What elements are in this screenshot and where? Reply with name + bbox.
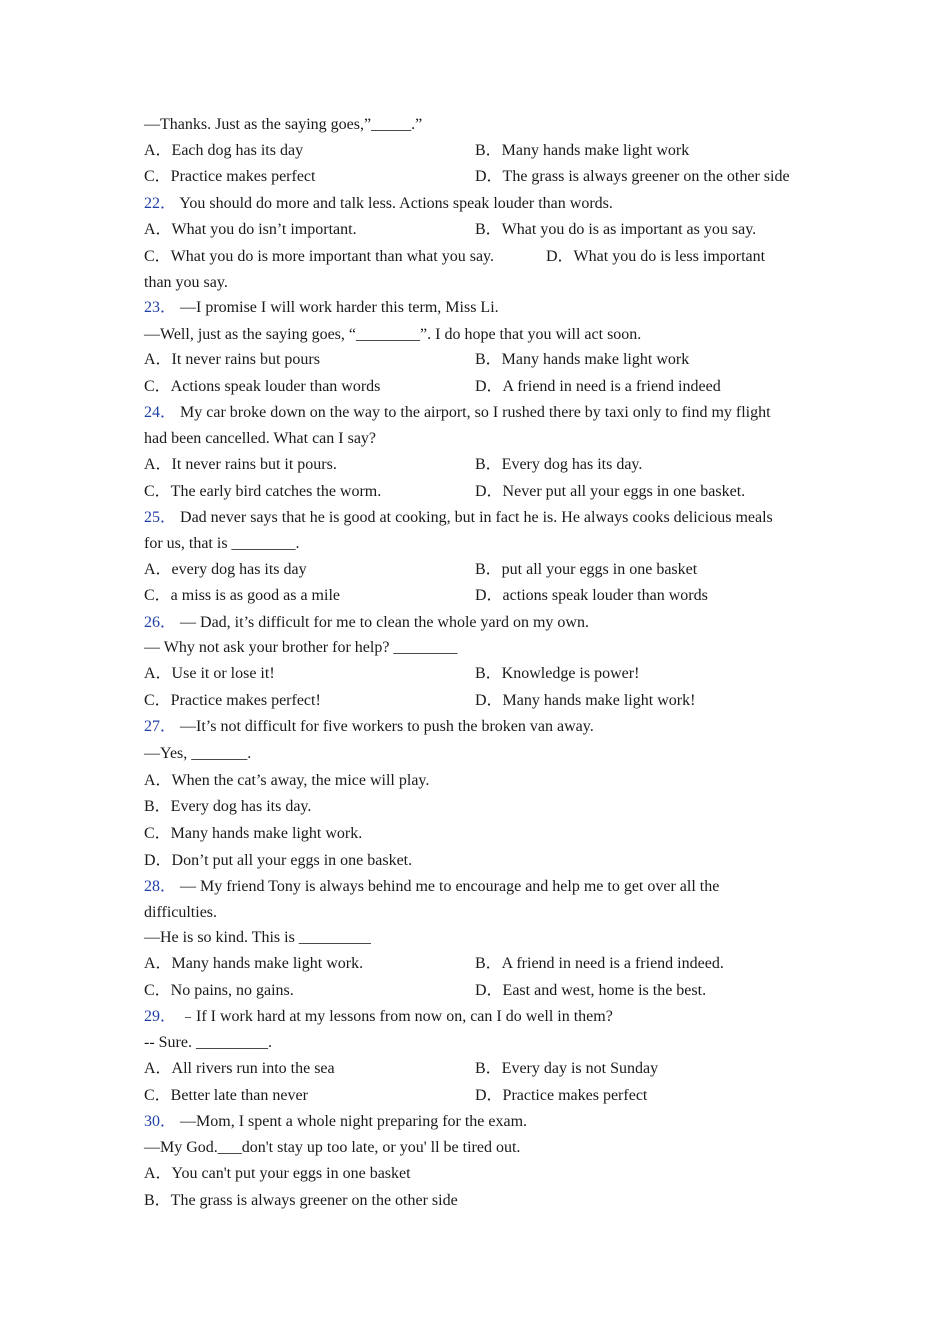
question-number: 27． (144, 718, 177, 735)
question-line: —He is so kind. This is _________ (144, 929, 371, 946)
option-b: B．Knowledge is power! (475, 665, 640, 682)
option-c: C．Actions speak louder than words (144, 378, 381, 395)
option-a: A．All rivers run into the sea (144, 1060, 335, 1077)
option-a: A．When the cat’s away, the mice will play. (144, 772, 430, 789)
option-a: A．Each dog has its day (144, 142, 304, 159)
question-number: 23． (144, 299, 177, 316)
question-line: — Why not ask your brother for help? ________ (144, 639, 458, 656)
option-b: B．Many hands make light work (475, 142, 690, 159)
intro-dialogue-line: —Thanks. Just as the saying goes,”_____.” (144, 116, 423, 133)
option-d: D．actions speak louder than words (475, 587, 708, 604)
option-b: B．The grass is always greener on the other side (144, 1192, 458, 1209)
option-a: A．You can't put your eggs in one basket (144, 1165, 411, 1182)
question-number: 29． (144, 1008, 177, 1025)
question-29 (144, 1007, 613, 1027)
option-c: C．Better late than never (144, 1087, 308, 1104)
option-d: D．The grass is always greener on the other side (475, 168, 790, 185)
question-line: had been cancelled. What can I say? (144, 430, 377, 447)
option-d: D．Practice makes perfect (475, 1087, 648, 1104)
option-b: B．Every dog has its day. (475, 456, 643, 473)
option-b: B．A friend in need is a friend indeed. (475, 955, 724, 972)
option-d: D．East and west, home is the best. (475, 982, 707, 999)
option-c: C．Practice makes perfect! (144, 692, 321, 709)
question-number: 30． (144, 1113, 177, 1130)
option-a: A．It never rains but pours (144, 351, 320, 368)
option-d: D．What you do is less important (546, 248, 766, 265)
question-number: 25． (144, 509, 177, 526)
option-c: C．a miss is as good as a mile (144, 587, 340, 604)
question-line: for us, that is ________. (144, 535, 300, 552)
question-line: difficulties. (144, 904, 218, 921)
option-c: C．What you do is more important than what you say. (144, 248, 495, 265)
question-22 (144, 194, 613, 214)
option-c: C．Many hands make light work. (144, 825, 363, 842)
question-26 (144, 613, 589, 633)
option-d: D．Don’t put all your eggs in one basket. (144, 852, 413, 869)
question-30 (144, 1112, 527, 1132)
question-line: —Well, just as the saying goes, “________”. I do hope that you will act soon. (144, 326, 642, 343)
option-d: D．Many hands make light work! (475, 692, 696, 709)
question-number: 26． (144, 614, 177, 631)
question-stem: Dad never says that he is good at cooking, but in fact he is. He always cooks delicious meals (180, 509, 773, 526)
question-number: 22． (144, 195, 177, 212)
option-a: A．Many hands make light work. (144, 955, 364, 972)
option-a: A．It never rains but it pours. (144, 456, 337, 473)
question-line: —My God.___don't stay up too late, or you' ll be tired out. (144, 1139, 521, 1156)
option-c: C．Practice makes perfect (144, 168, 316, 185)
question-stem: — My friend Tony is always behind me to encourage and help me to get over all the (180, 878, 720, 895)
question-line: -- Sure. _________. (144, 1034, 272, 1051)
option-d-continued: than you say. (144, 274, 228, 291)
option-d: D．A friend in need is a friend indeed (475, 378, 721, 395)
question-stem: You should do more and talk less. Actions speak louder than words. (179, 195, 613, 212)
option-b: B．What you do is as important as you say. (475, 221, 757, 238)
question-stem: — Dad, it’s difficult for me to clean the whole yard on my own. (180, 614, 589, 631)
question-stem: —I promise I will work harder this term, Miss Li. (180, 299, 499, 316)
option-b: B．Many hands make light work (475, 351, 690, 368)
question-24 (144, 403, 771, 423)
option-c: C．No pains, no gains. (144, 982, 294, 999)
question-number: 28． (144, 878, 177, 895)
option-a: A．What you do isn’t important. (144, 221, 357, 238)
question-number: 24． (144, 404, 177, 421)
question-23 (144, 298, 499, 318)
question-stem: ﹣If I work hard at my lessons from now on, can I do well in them? (180, 1008, 613, 1025)
question-27 (144, 717, 594, 737)
question-stem: My car broke down on the way to the airport, so I rushed there by taxi only to find my flight (180, 404, 771, 421)
option-b: B．put all your eggs in one basket (475, 561, 698, 578)
question-line: —Yes, _______. (144, 745, 252, 762)
option-b: B．Every dog has its day. (144, 798, 312, 815)
question-stem: —Mom, I spent a whole night preparing for the exam. (180, 1113, 528, 1130)
option-a: A．Use it or lose it! (144, 665, 275, 682)
question-25 (144, 508, 773, 528)
option-d: D．Never put all your eggs in one basket. (475, 483, 746, 500)
option-c: C．The early bird catches the worm. (144, 483, 382, 500)
question-stem: —It’s not difficult for five workers to push the broken van away. (180, 718, 594, 735)
question-28 (144, 877, 719, 897)
option-b: B．Every day is not Sunday (475, 1060, 659, 1077)
option-a: A．every dog has its day (144, 561, 307, 578)
